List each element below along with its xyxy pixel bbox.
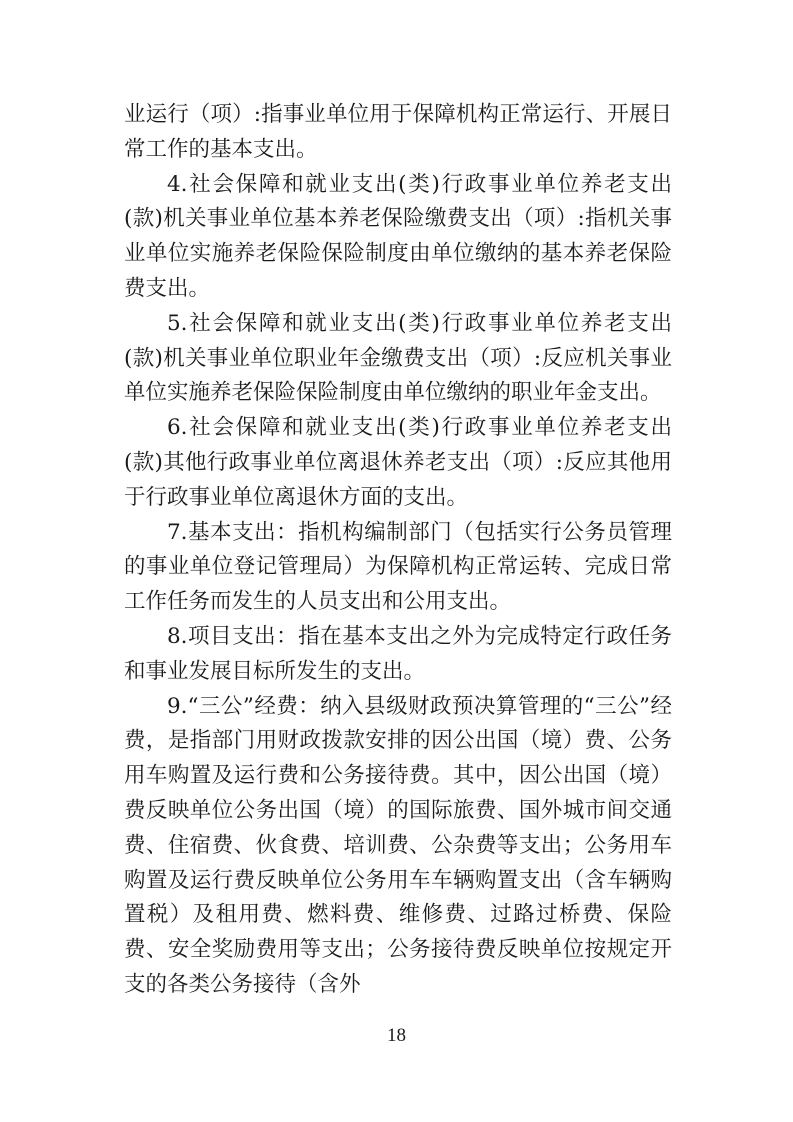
page-number: 18 xyxy=(387,1025,406,1046)
paragraph-item-4: 4.社会保障和就业支出(类)行政事业单位养老支出(款)机关事业单位基本养老保险缴费支出（项）:指机关事业单位实施养老保险保险制度由单位缴纳的基本养老保险费支出。 xyxy=(124,171,672,301)
paragraph-continuation: 业运行（项）:指事业单位用于保障机构正常运行、开展日常工作的基本支出。 xyxy=(124,102,672,162)
paragraph-item-5: 5.社会保障和就业支出(类)行政事业单位养老支出(款)机关事业单位职业年金缴费支出（项）:反应机关事业单位实施养老保险保险制度由单位缴纳的职业年金支出。 xyxy=(124,310,672,406)
paragraph-item-6: 6.社会保障和就业支出(类)行政事业单位养老支出(款)其他行政事业单位离退休养老支出（项）:反应其他用于行政事业单位离退休方面的支出。 xyxy=(124,415,672,510)
paragraph-item-7: 7.基本支出：指机构编制部门（包括实行公务员管理的事业单位登记管理局）为保障机构正常运转、完成日常工作任务而发生的人员支出和公用支出。 xyxy=(124,519,672,615)
paragraph-item-9: 9.“三公”经费：纳入县级财政预决算管理的“三公”经费，是指部门用财政拨款安排的因公出国（境）费、公务用车购置及运行费和公务接待费。其中，因公出国（境）费反映单位公务出国（境）的国际旅费、国外城市间交通费、住宿费、伙食费、培训费、公杂费等支出；公务用车购置及运行费反映单位公务用车车辆购置支出（含车辆购置税）及租用费、燃料费、维修费、过路过桥费、保险费、安全奖励费用等支出；公务接待费反映单位按规定开支的各类公务接待（含外 xyxy=(124,693,672,997)
body-text xyxy=(124,98,672,1003)
paragraph-item-8: 8.项目支出：指在基本支出之外为完成特定行政任务和事业发展目标所发生的支出。 xyxy=(124,623,672,684)
